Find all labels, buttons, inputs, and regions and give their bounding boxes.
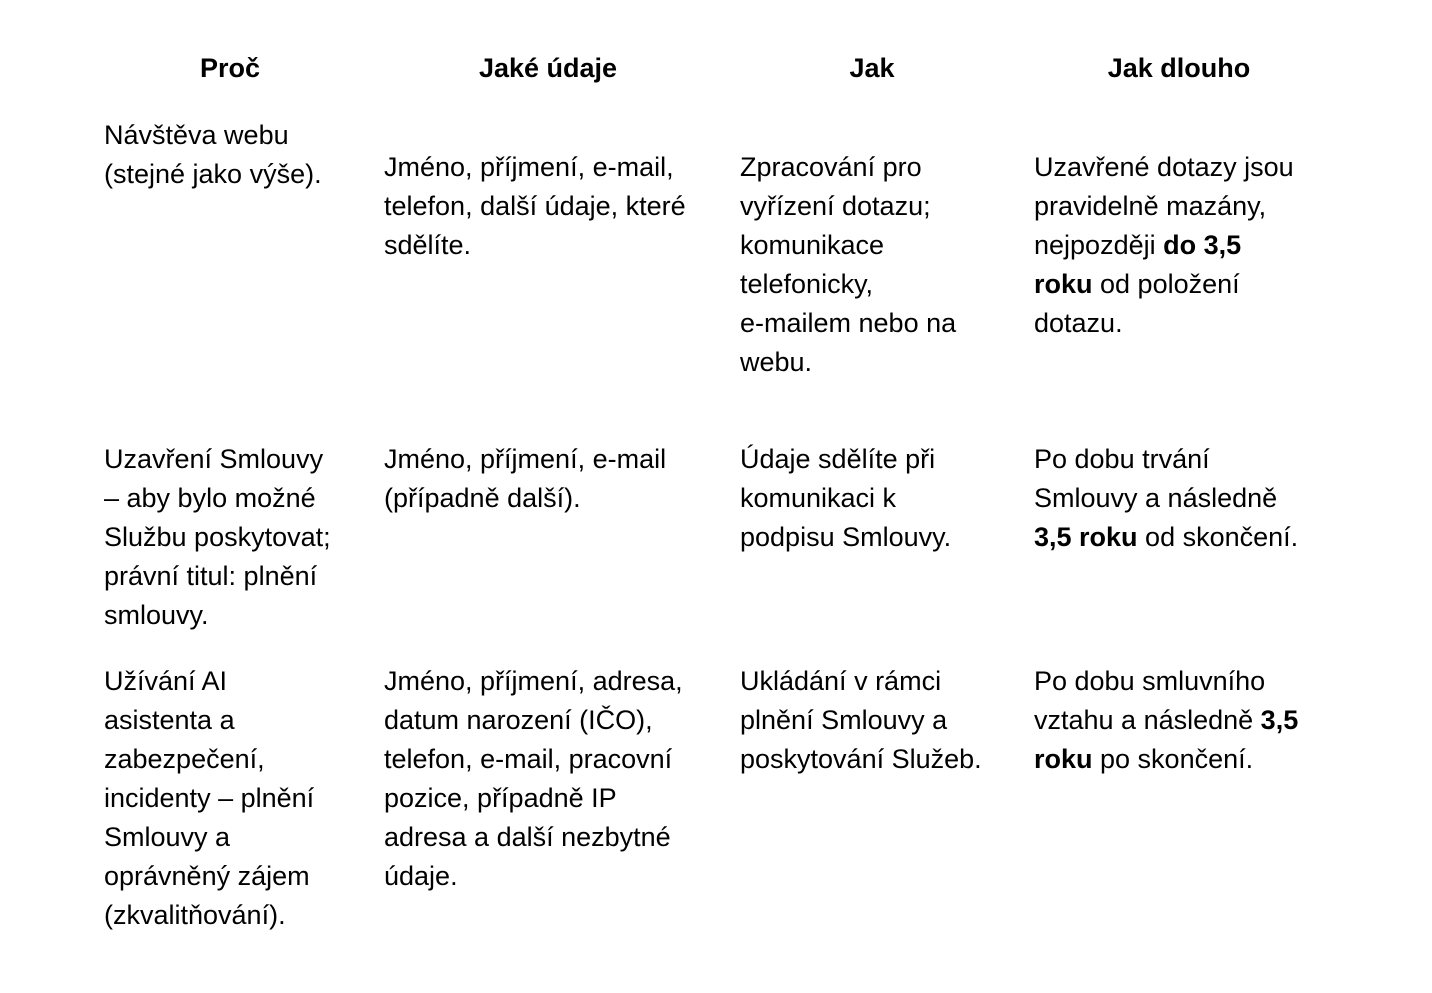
cell-text: nejpozději [1034, 230, 1164, 260]
cell-line [1034, 701, 1364, 740]
cell-line: vyřízení dotazu; [740, 191, 931, 221]
header-proc: Proč [199, 53, 261, 83]
cell-line: Ukládání v rámci [740, 666, 942, 696]
cell-text-bold: 3,5 roku [1034, 522, 1138, 552]
cell-line: adresa a další nezbytné [384, 822, 671, 852]
cell-text-bold: roku [1034, 744, 1093, 774]
row3-jak-cell [740, 662, 1020, 779]
row2-udaje-cell [384, 440, 729, 518]
cell-line: (zkvalitňování). [104, 900, 286, 930]
cell-line: datum narození (IČO), [384, 705, 653, 735]
cell-line [1034, 518, 1364, 557]
cell-line: pravidelně mazány, [1034, 191, 1267, 221]
cell-line: Službu poskytovat; [104, 522, 331, 552]
cell-line: Zpracování pro [740, 152, 922, 182]
cell-line: Po dobu trvání [1034, 444, 1210, 474]
cell-line: Uzavřené dotazy jsou [1034, 152, 1294, 182]
cell-text-bold: 3,5 [1260, 705, 1299, 735]
cell-text-bold: do 3,5 [1163, 230, 1242, 260]
cell-line: dotazu. [1034, 308, 1123, 338]
cell-line: právní titul: plnění [104, 561, 318, 591]
cell-text: od položení [1092, 269, 1240, 299]
cell-text-bold: roku [1034, 269, 1093, 299]
cell-line: (stejné jako výše). [104, 159, 322, 189]
cell-line: e-mailem nebo na [740, 308, 957, 338]
cell-line: Užívání AI [104, 666, 228, 696]
cell-line: webu. [740, 347, 813, 377]
cell-line: Návštěva webu [104, 120, 289, 150]
cell-line: Údaje sdělíte při [740, 444, 936, 474]
cell-line: pozice, případně IP [384, 783, 617, 813]
row2-jak-cell [740, 440, 1020, 557]
cell-line: Uzavření Smlouvy [104, 444, 324, 474]
cell-line: incidenty – plnění [104, 783, 315, 813]
cell-line: (případně další). [384, 483, 581, 513]
cell-line: telefonicky, [740, 269, 874, 299]
cell-text: po skončení. [1092, 744, 1254, 774]
cell-line [1034, 740, 1364, 779]
cell-line: podpisu Smlouvy. [740, 522, 952, 552]
cell-line: telefon, e-mail, pracovní [384, 744, 673, 774]
row3-udaje-cell [384, 662, 729, 896]
cell-text: od skončení. [1137, 522, 1299, 552]
header-jak: Jak [849, 53, 895, 83]
row1-dlouho-cell [1034, 148, 1364, 343]
row1-jak-cell [740, 148, 1020, 382]
cell-line: plnění Smlouvy a [740, 705, 948, 735]
cell-line [1034, 226, 1364, 265]
cell-line [1034, 265, 1364, 304]
cell-line: Jméno, příjmení, e-mail [384, 444, 667, 474]
cell-line: smlouvy. [104, 600, 209, 630]
cell-line: údaje. [384, 861, 458, 891]
row1-udaje-cell [384, 148, 729, 265]
header-jake-udaje: Jaké údaje [478, 53, 618, 83]
row3-proc-cell [104, 662, 374, 935]
cell-line: poskytování Služeb. [740, 744, 982, 774]
cell-line: Jméno, příjmení, adresa, [384, 666, 683, 696]
cell-line: Po dobu smluvního [1034, 666, 1266, 696]
cell-line: asistenta a [104, 705, 235, 735]
cell-line: Smlouvy a následně [1034, 483, 1278, 513]
row1-proc-cell [104, 116, 374, 194]
header-jak-dlouho: Jak dlouho [1107, 53, 1251, 83]
cell-line: komunikace [740, 230, 885, 260]
row3-dlouho-cell [1034, 662, 1364, 779]
row2-dlouho-cell [1034, 440, 1364, 557]
row2-proc-cell [104, 440, 374, 635]
cell-text: vztahu a následně [1034, 705, 1261, 735]
cell-line: oprávněný zájem [104, 861, 310, 891]
cell-line: Smlouvy a [104, 822, 231, 852]
cell-line: – aby bylo možné [104, 483, 316, 513]
cell-line: telefon, další údaje, které [384, 191, 686, 221]
cell-line: zabezpečení, [104, 744, 265, 774]
cell-line: Jméno, příjmení, e-mail, [384, 152, 674, 182]
cell-line: sdělíte. [384, 230, 472, 260]
cell-line: komunikaci k [740, 483, 897, 513]
